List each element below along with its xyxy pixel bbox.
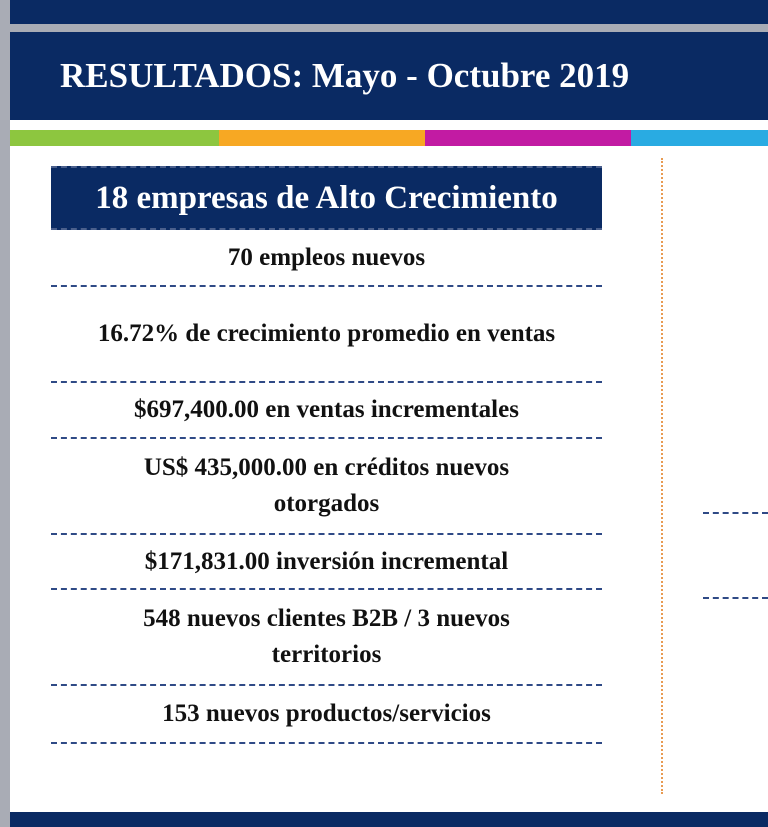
stat-item [51,590,602,686]
color-bar [10,130,768,146]
vertical-divider [661,158,663,794]
stat-item [51,686,602,744]
stat-item [51,535,602,590]
stat-text: 548 nuevos clientes B2B / 3 nuevos territorios [143,605,510,668]
stat-text: $697,400.00 en ventas incrementales [134,396,519,423]
page-title: RESULTADOS: Mayo - Octubre 2019 [60,56,630,95]
stat-item [51,439,602,535]
stat-text: $171,831.00 inversión incremental [144,547,509,575]
right-dashed-line [703,512,768,514]
color-bar-magenta [425,130,631,146]
stat-item [51,287,602,383]
card-title: 18 empresas de Alto Crecimiento [95,180,558,216]
top-strip [10,0,768,24]
color-bar-orange [219,130,425,146]
stat-text: 16.72% de crecimiento promedio en ventas [97,320,556,347]
stat-text: 70 empleos nuevos [227,243,426,271]
stat-item [51,230,602,287]
color-bar-blue [631,130,768,146]
color-bar-green [10,130,219,146]
right-dashed-line [703,597,768,599]
card-header [51,166,602,230]
footer-strip [10,812,768,827]
top-gap [10,24,768,32]
stats-list [51,230,602,744]
header-banner [10,32,768,120]
stat-item [51,383,602,439]
stat-text: US$ 435,000.00 en créditos nuevos otorgados [143,454,510,517]
left-frame [0,0,10,827]
stat-text: 153 nuevos productos/servicios [162,700,491,727]
